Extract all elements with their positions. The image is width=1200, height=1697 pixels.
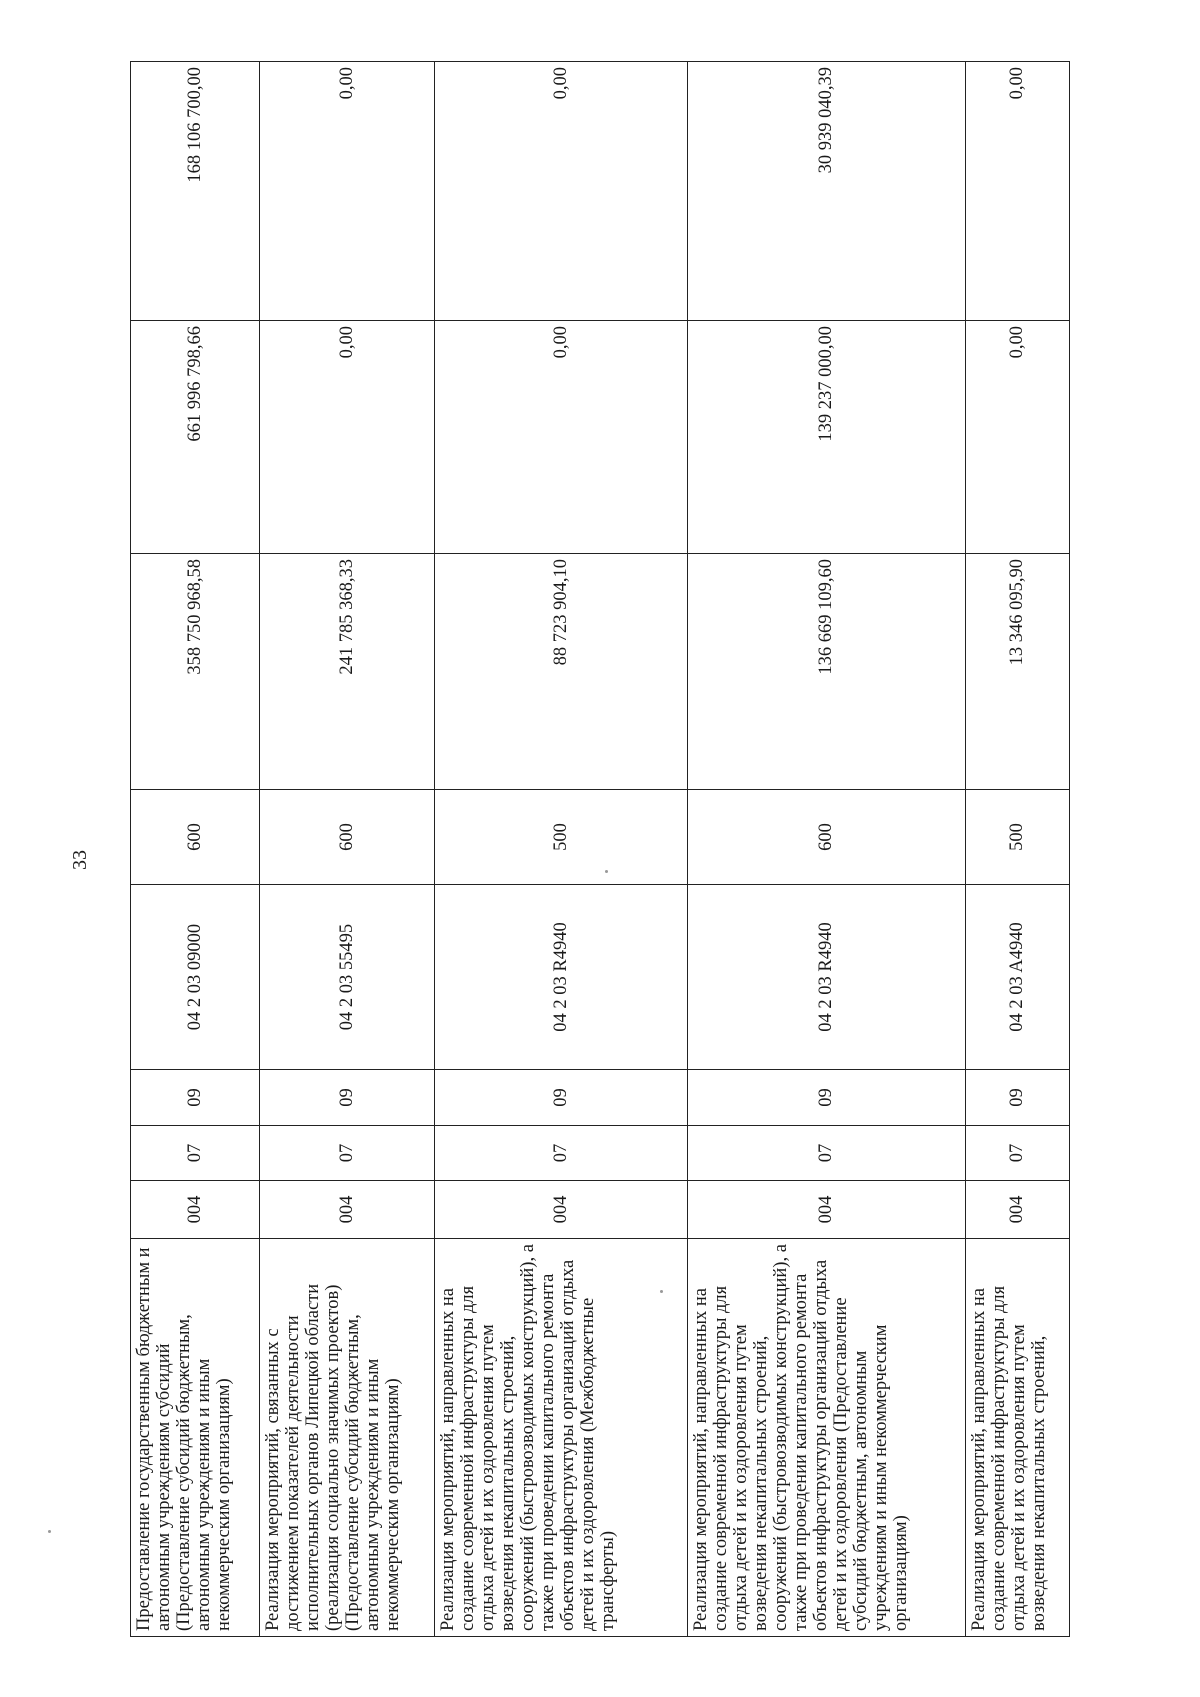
table-row (688, 62, 965, 1637)
amount-2: 0,00 (259, 321, 434, 554)
ministry-code: 004 (131, 1181, 260, 1239)
amount-2: 0,00 (965, 321, 1070, 554)
row-description: Реализация мероприятий, направленных на создание современной инфраструктуры для отдыха детей и их оздоровления путем возведения некапитальных строений, сооружений (быстровозводимых конструкций), а также при проведении капитального ремонта объектов инфраструктуры организаций отдыха детей и их оздоровления (Предоставление субсидий бюджетным, автономным учреждениям и иным некоммерческим организациям) (688, 1239, 965, 1637)
target-article-code: 04 2 03 09000 (131, 885, 260, 1070)
target-article-code: 04 2 03 55495 (259, 885, 434, 1070)
amount-1: 88 723 904,10 (434, 554, 687, 790)
subsection-code: 09 (259, 1070, 434, 1126)
ministry-code: 004 (434, 1181, 687, 1239)
scan-speck (48, 1530, 51, 1533)
table-row (131, 62, 260, 1637)
amount-3: 0,00 (965, 62, 1070, 321)
amount-3: 0,00 (259, 62, 434, 321)
target-article-code: 04 2 03 A4940 (965, 885, 1070, 1070)
section-code: 07 (131, 1126, 260, 1181)
scan-speck (605, 870, 608, 873)
subsection-code: 09 (965, 1070, 1070, 1126)
subsection-code: 09 (688, 1070, 965, 1126)
target-article-code: 04 2 03 R4940 (434, 885, 687, 1070)
section-code: 07 (434, 1126, 687, 1181)
amount-1: 13 346 095,90 (965, 554, 1070, 790)
table-row (259, 62, 434, 1637)
expense-type-code: 600 (688, 790, 965, 885)
amount-3: 0,00 (434, 62, 687, 321)
table-row (434, 62, 687, 1637)
amount-2: 0,00 (434, 321, 687, 554)
subsection-code: 09 (434, 1070, 687, 1126)
page-number: 33 (69, 850, 91, 870)
target-article-code: 04 2 03 R4940 (688, 885, 965, 1070)
ministry-code: 004 (259, 1181, 434, 1239)
section-code: 07 (688, 1126, 965, 1181)
section-code: 07 (965, 1126, 1070, 1181)
row-description: Реализация мероприятий, направленных на создание современной инфраструктуры для отдыха детей и их оздоровления путем возведения некапитальных строений, (965, 1239, 1070, 1637)
budget-table-rotated (130, 62, 1070, 1637)
amount-1: 241 785 368,33 (259, 554, 434, 790)
row-description: Предоставление государственным бюджетным и автономным учреждениям субсидий (Предоставление субсидий бюджетным, автономным учреждениям и иным некоммерческим организациям) (131, 1239, 260, 1637)
scan-speck (660, 1290, 663, 1293)
expense-type-code: 600 (131, 790, 260, 885)
amount-2: 661 996 798,66 (131, 321, 260, 554)
expense-type-code: 600 (259, 790, 434, 885)
ministry-code: 004 (688, 1181, 965, 1239)
expense-type-code: 500 (434, 790, 687, 885)
section-code: 07 (259, 1126, 434, 1181)
table-row (965, 62, 1070, 1637)
amount-3: 30 939 040,39 (688, 62, 965, 321)
amount-1: 136 669 109,60 (688, 554, 965, 790)
amount-1: 358 750 968,58 (131, 554, 260, 790)
expense-type-code: 500 (965, 790, 1070, 885)
subsection-code: 09 (131, 1070, 260, 1126)
row-description: Реализация мероприятий, связанных с достижением показателей деятельности исполнительных органов Липецкой области (реализация социально значимых проектов) (Предоставление субсидий бюджетным, автономным учреждениям и иным некоммерческим организациям) (259, 1239, 434, 1637)
budget-table-container (130, 62, 1070, 1637)
row-description: Реализация мероприятий, направленных на создание современной инфраструктуры для отдыха детей и их оздоровления путем возведения некапитальных строений, сооружений (быстровозводимых конструкций), а также при проведении капитального ремонта объектов инфраструктуры организаций отдыха детей и их оздоровления (Межбюджетные трансферты) (434, 1239, 687, 1637)
amount-3: 168 106 700,00 (131, 62, 260, 321)
budget-table (130, 61, 1070, 1637)
ministry-code: 004 (965, 1181, 1070, 1239)
amount-2: 139 237 000,00 (688, 321, 965, 554)
